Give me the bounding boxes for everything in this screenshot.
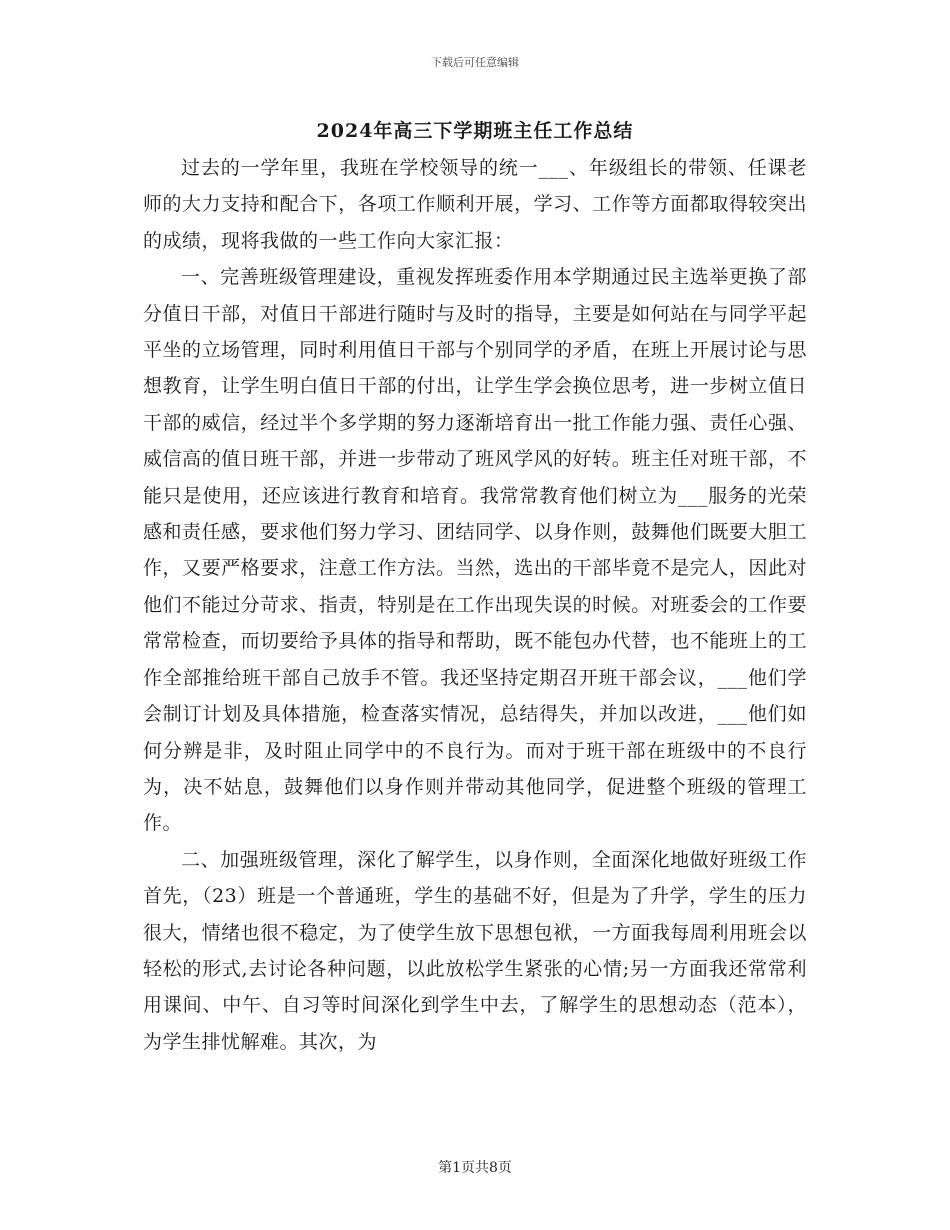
- document-body: [143, 150, 807, 1060]
- header-note: 下载后可任意编辑: [431, 56, 519, 69]
- page-number: 第1页共8页: [438, 1160, 512, 1176]
- paragraph-section-2: 二、加强班级管理，深化了解学生，以身作则，全面深化地做好班级工作首先，（23）班是一个普通班，学生的基础不好，但是为了升学，学生的压力很大，情绪也很不稳定，为了使学生放下思想包袱，一方面我每周利用班会以轻松的形式,去讨论各种问题，以此放松学生紧张的心情;另一方面我还常常利用课间、中午、自习等时间深化到学生中去，了解学生的思想动态（范本），为学生排忧解难。其次，为: [143, 848, 807, 1053]
- paragraph-section-1: 一、完善班级管理建设，重视发挥班委作用本学期通过民主选举更换了部分值日干部，对值日干部进行随时与及时的指导，主要是如何站在与同学平起平坐的立场管理，同时利用值日干部与个别同学的矛盾，在班上开展讨论与思想教育，让学生明白值日干部的付出，让学生学会换位思考，进一步树立值日干部的威信，经过半个多学期的努力逐渐培育出一批工作能力强、责任心强、威信高的值日班干部，并进一步带动了班风学风的好转。班主任对班干部，不能只是使用，还应该进行教育和培育。我常常教育他们树立为___服务的光荣感和责任感，要求他们努力学习、团结同学、以身作则，鼓舞他们既要大胆工作，又要严格要求，注意工作方法。当然，选出的干部毕竟不是完人，因此对他们不能过分苛求、指责，特别是在工作出现失误的时候。对班委会的工作要常常检查，而切要给予具体的指导和帮助，既不能包办代替，也不能班上的工作全部推给班干部自己放手不管。我还坚持定期召开班干部会议，___他们学会制订计划及具体措施，检查落实情况，总结得失，并加以改进，___他们如何分辨是非，及时阻止同学中的不良行为。而对于班干部在班级中的不良行为，决不姑息，鼓舞他们以身作则并带动其他同学，促进整个班级的管理工作。: [143, 266, 807, 835]
- paragraph-intro: 过去的一学年里，我班在学校领导的统一___、年级组长的带领、任课老师的大力支持和配合下，各项工作顺利开展，学习、工作等方面都取得较突出的成绩，现将我做的一些工作向大家汇报：: [143, 157, 807, 252]
- document-title: 2024年高三下学期班主任工作总结: [316, 120, 634, 142]
